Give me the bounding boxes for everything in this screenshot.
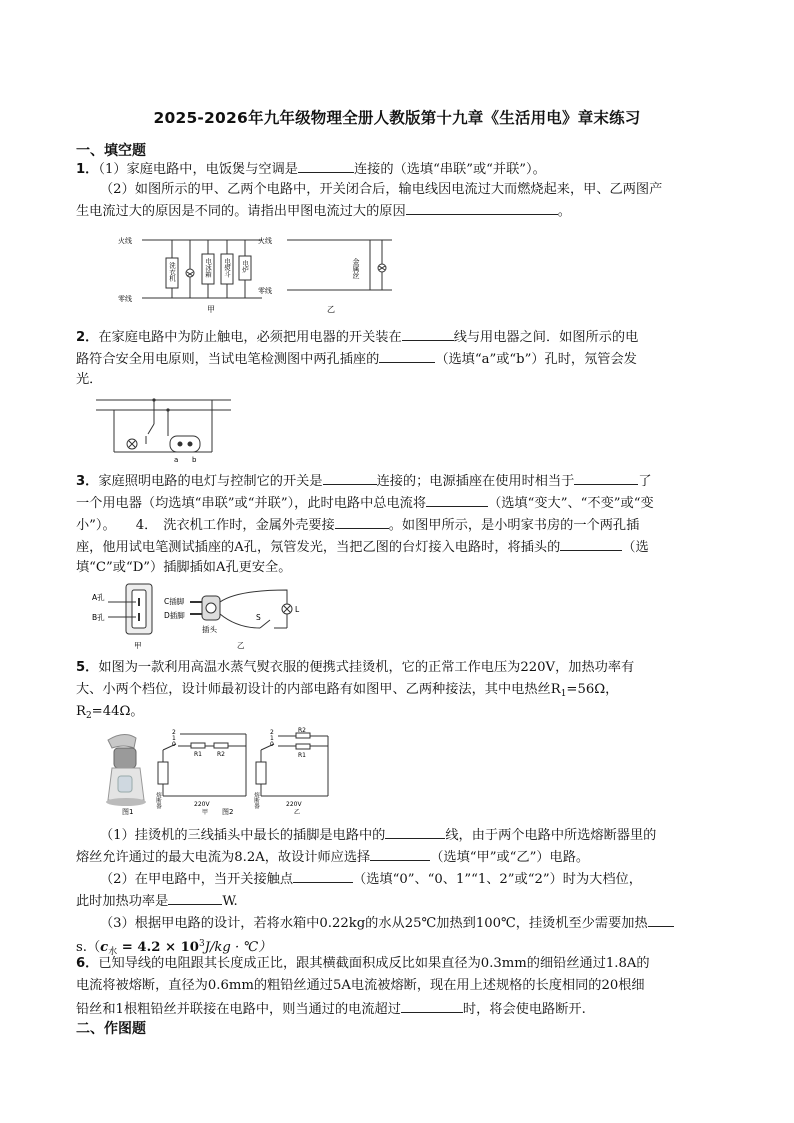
q5-fig-n2-a: 2 — [172, 729, 176, 736]
q3-blank-3[interactable] — [426, 492, 488, 507]
q4-blank-2[interactable] — [560, 536, 622, 551]
q4-fig-jia: 甲 — [134, 641, 142, 650]
q3-line2: 一个用电器（均选填“串联”或“并联”），此时电路中总电流将 （选填“变大”、“不变”或“变 — [76, 492, 654, 514]
q4-fig-c-pin: C插脚 — [164, 597, 185, 606]
q5-fig-n0-a: 0 — [172, 741, 176, 748]
q6-blank-1[interactable] — [401, 998, 463, 1013]
q1-fig-label-live-2: 火线 — [258, 237, 272, 245]
q5-fig-n0-b: 0 — [270, 741, 274, 748]
q1-blank-1[interactable] — [298, 158, 354, 173]
q6-line1: 6．已知导线的电阻跟其长度成正比，跟其横截面积成反比如果直径为0.3mm的细铅丝通过1.8A的 — [76, 956, 650, 971]
q5-sub1-line1: （1）挂烫机的三线插头中最长的插脚是电路中的 线，由于两个电路中所选熔断器里的 — [100, 824, 656, 846]
q1-line2: （2）如图所示的甲、乙两个电路中，开关闭合后，输电线因电流过大而燃烧起来，甲、乙两图产 — [100, 182, 663, 197]
steamer-image — [106, 734, 146, 806]
q5-fig-jia: 甲 — [202, 809, 209, 816]
q5-blank-4[interactable] — [168, 890, 222, 905]
q2-blank-2[interactable] — [379, 348, 435, 363]
q5-blank-5[interactable] — [648, 912, 674, 927]
q4-fig-a-hole: A孔 — [92, 593, 105, 602]
q5-fig-n1-a: 1 — [172, 735, 176, 742]
q1-fig-yi: 乙 — [327, 305, 335, 314]
q1-fig-app4: 电炉 — [241, 260, 249, 273]
q2-line1: 2．在家庭电路中为防止触电，必须把用电器的开关装在 线与用电器之间．如图所示的电 — [76, 326, 638, 348]
q4-fig-plug: 插头 — [202, 625, 217, 634]
q5-fig-r2-a: R2 — [217, 751, 225, 758]
q5-line1: 5．如图为一款利用高温水蒸气熨衣服的便携式挂烫机，它的正常工作电压为220V，加热功率有 — [76, 660, 635, 675]
q1-fig-label-neutral: 零线 — [118, 295, 132, 303]
q5-fig-2: 图2 — [222, 808, 234, 816]
q4-line2: 座，他用试电笔测试插座的A孔，氖管发光，当把乙图的台灯接入电路时，将插头的 （选 — [76, 536, 649, 558]
page-title: 2025-2026年九年级物理全册人教版第十九章《生活用电》章末练习 — [153, 109, 641, 127]
q1-line1: 1．（1）家庭电路中，电饭煲与空调是 连接的（选填“串联”或“并联”）。 — [76, 158, 546, 180]
q1-circuit-figure — [112, 228, 402, 318]
q5-fig-1: 图1 — [122, 808, 134, 816]
q5-sub2-line2: 此时加热功率是 W. — [76, 890, 238, 912]
q4-fig-s: S — [256, 613, 261, 622]
q5-line2: 大、小两个档位，设计师最初设计的内部电路有如图甲、乙两种接法，其中电热丝$R_1=56\Omega$， — [76, 682, 619, 699]
q2-line3: 光． — [76, 372, 103, 387]
q1-fig-jia: 甲 — [207, 305, 215, 314]
q4-fig-yi: 乙 — [237, 641, 245, 650]
q1-fig-metal: 金属丝 — [352, 258, 360, 279]
q6-line2: 电流将被熔断，直径为0.6mm的粗铅丝通过5A电流被熔断，现在用上述规格的长度相同的20根细 — [76, 978, 645, 993]
q1-fig-label-live: 火线 — [118, 237, 132, 245]
q5-blank-1[interactable] — [385, 824, 445, 839]
q5-fig-fuse-1: 熔断器 — [155, 792, 161, 809]
q5-fig-yi: 乙 — [294, 809, 301, 816]
q6-line3: 铅丝和1根粗铅丝并联接在电路中，则当通过的电流超过 时，将会使电路断开. — [76, 998, 586, 1020]
q4-socket-figure — [92, 580, 312, 652]
q5-fig-r1-b: R1 — [298, 752, 306, 759]
q5-sub2-line1: （2）在甲电路中，当开关接触点 （选填“0”、“0、1”“1、2”或“2”）时为大档位， — [100, 868, 642, 890]
q2-blank-1[interactable] — [402, 326, 454, 341]
q4-fig-d-pin: D插脚 — [164, 611, 185, 620]
q1-fig-app2: 电冰箱 — [204, 258, 212, 278]
section-fill-heading: 一、填空题 — [76, 143, 146, 159]
q5-fig-n1-b: 1 — [270, 735, 274, 742]
q5-fig-fuse-2: 熔断器 — [253, 792, 259, 809]
q5-fig-r1-a: R1 — [194, 751, 202, 758]
q5-sub3-line2: $s.(c_水 = 4.2 \times 10^3J/kg$ · ℃） — [76, 939, 272, 957]
q1-blank-2[interactable] — [406, 200, 558, 215]
q1-fig-app3: 电熨斗 — [223, 258, 231, 278]
q5-blank-2[interactable] — [370, 846, 430, 861]
q5-fig-220v-b: 220V — [286, 801, 302, 808]
q5-line3: $R_2=44\Omega$。 — [76, 704, 144, 721]
q4-blank-1[interactable] — [335, 514, 389, 529]
q5-circuit-figure — [96, 726, 336, 816]
section-draw-heading: 二、作图题 — [76, 1021, 146, 1037]
q1-fig-label-neutral-2: 零线 — [258, 287, 272, 295]
q3-line3: 小”）。 4． 洗衣机工作时，金属外壳要接 。如图甲所示，是小明家书房的一个两孔插 — [76, 514, 639, 536]
q2-line2: 路符合安全用电原则，当试电笔检测图中两孔插座的 （选填“a”或“b”）孔时，氖管会发 — [76, 348, 637, 370]
q5-blank-3[interactable] — [293, 868, 353, 883]
q3-blank-2[interactable] — [574, 470, 638, 485]
q3-line1: 3．家庭照明电路的电灯与控制它的开关是 连接的；电源插座在使用时相当于 了 — [76, 470, 652, 492]
q4-fig-l: L — [295, 605, 300, 614]
q5-fig-r2-b: R2 — [298, 727, 306, 734]
q1-line3: 生电流过大的原因是不同的。请指出甲图电流过大的原因 。 — [76, 200, 571, 222]
q4-line3: 填“C”或“D”）插脚插如A孔更安全。 — [76, 560, 292, 575]
q2-fig-b: b — [192, 456, 197, 464]
q5-sub3-line1: （3）根据甲电路的设计，若将水箱中0.22kg的水从25℃加热到100℃，挂烫机至少需要加热 — [100, 912, 674, 934]
q5-sub1-line2: 熔丝允许通过的最大电流为8.2A，故设计师应选择 （选填“甲”或“乙”）电路。 — [76, 846, 589, 868]
q5-fig-n2-b: 2 — [270, 729, 274, 736]
q2-circuit-figure — [96, 394, 236, 464]
q2-fig-a: a — [174, 456, 179, 464]
q3-blank-1[interactable] — [323, 470, 377, 485]
q1-fig-app1: 洗衣机 — [168, 262, 176, 282]
q4-fig-b-hole: B孔 — [92, 613, 105, 622]
q5-fig-220v-a: 220V — [194, 801, 210, 808]
